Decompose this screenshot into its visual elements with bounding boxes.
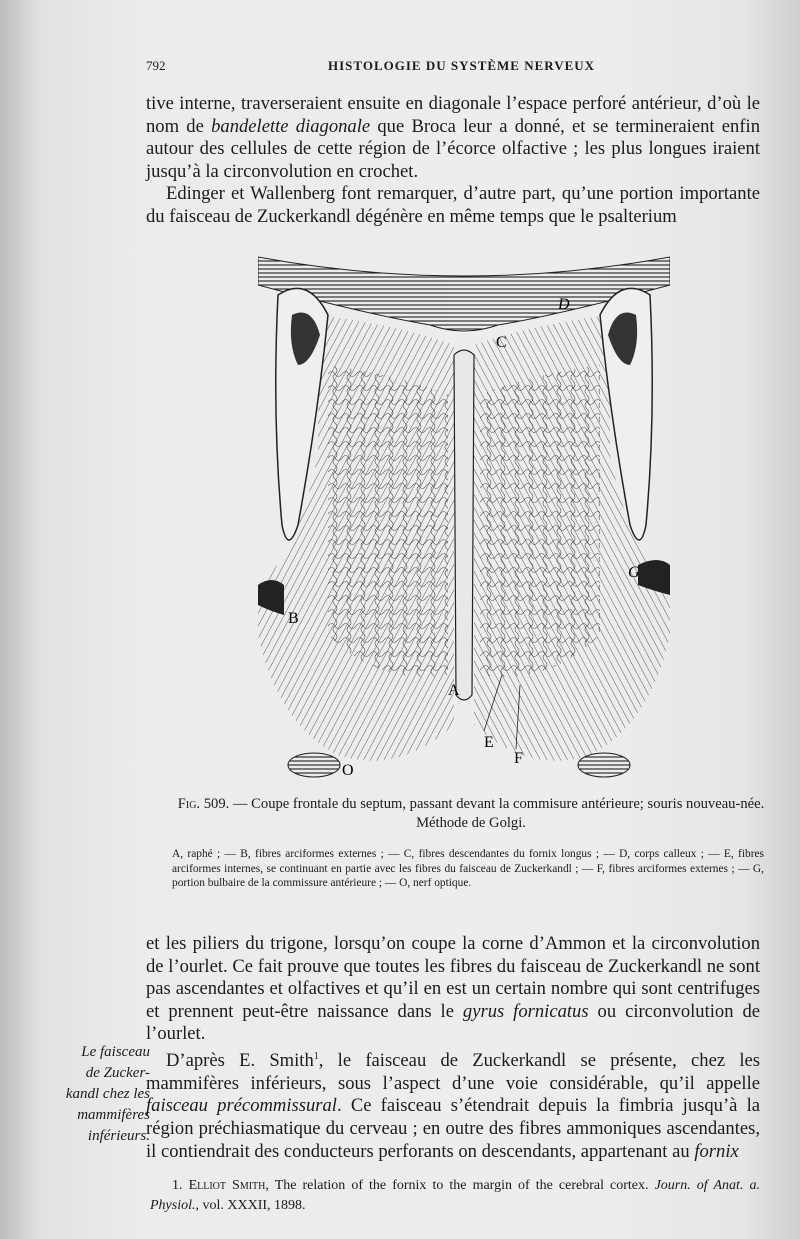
figure-label: D bbox=[558, 296, 570, 313]
bottom-text-block bbox=[146, 933, 760, 1163]
paragraph: Edinger et Wallenberg font remarquer, d’autre part, qu’une portion importante du faisceau de Zuckerkandl dégénère en même temps que le psalterium bbox=[146, 183, 760, 227]
figure-label: F bbox=[514, 750, 523, 767]
figure-label: G bbox=[628, 564, 640, 581]
figure-label: C bbox=[496, 334, 507, 351]
paragraph: tive interne, traverseraient ensuite en diagonale l’espace perforé antérieur, d’où le nom de bandelette diagonale que Broca leur a donné, et se termineraient enfin autour des cellules de cette région de l’écorce olfactive ; les plus longues iraient jusqu’à la circonvolution en crochet. bbox=[146, 93, 760, 182]
golgi-figure bbox=[258, 255, 670, 785]
caption-text: — Coupe frontale du septum, passant devant la commisure antérieure; souris nouveau-née. Méthode de Golgi. bbox=[229, 796, 765, 831]
figure-legend: A, raphé ; — B, fibres arciformes externes ; — C, fibres descendantes du fornix longus ; — D, corps calleux ; — E, fibres arciformes internes, se continuant en partie avec les fibres du faisceau de Zuckerkandl ; — F, fibres arciformes externes ; — G, portion bulbaire de la commissure antérieure ; — O, nerf optique. bbox=[172, 848, 764, 890]
footnote-author: Elliot Smith bbox=[188, 1178, 266, 1193]
journal-title: Journ. of Anat. a. Physiol. bbox=[150, 1178, 761, 1213]
figure-number: Fig. 509. bbox=[177, 796, 230, 812]
paragraph: D’après E. Smith$^1$, le faisceau de Zuckerkandl se présente, chez les mammifères inférieurs, sous l’aspect d’une voie considérable, qu’il appelle faisceau précommissural. Ce faisceau s’étendrait depuis la fimbria jusqu’à la région préchiasmatique du cerveau ; en outre des fibres ammoniques ascendantes, il contiendrait des conducteurs perforants on descendants, appartenant au fornix bbox=[146, 1050, 760, 1162]
figure-label: O bbox=[342, 762, 354, 779]
figure-label: B bbox=[288, 610, 299, 627]
figure-label: A bbox=[448, 682, 460, 699]
page-header bbox=[146, 58, 756, 78]
margin-note: Le faisceau de Zucker- kandl chez les mammifères inférieurs. bbox=[65, 1044, 150, 1144]
footnote-ref: 1 bbox=[313, 1050, 319, 1062]
footnote: 1. Elliot Smith, The relation of the fornix to the margin of the cerebral cortex. Journ. of Anat. a. Physiol., vol. XXXII, 1898. bbox=[150, 1178, 761, 1213]
paragraph: et les piliers du trigone, lorsqu’on coupe la corne d’Ammon et la circonvolution de l’ourlet. Ce fait prouve que toutes les fibres du faisceau de Zuckerkandl ne sont pas ascendantes et olfactives et qu’il en est un certain nombre qui sont centrifuges et prennent peut-être naissance dans le gyrus fornicatus ou circonvolution de l’ourlet. bbox=[146, 933, 760, 1045]
page-number: 792 bbox=[146, 58, 166, 73]
top-text-block bbox=[146, 93, 760, 229]
running-title: HISTOLOGIE DU SYSTÈME NERVEUX bbox=[328, 58, 596, 73]
figure-caption bbox=[176, 795, 766, 833]
figure-label: E bbox=[484, 734, 494, 751]
